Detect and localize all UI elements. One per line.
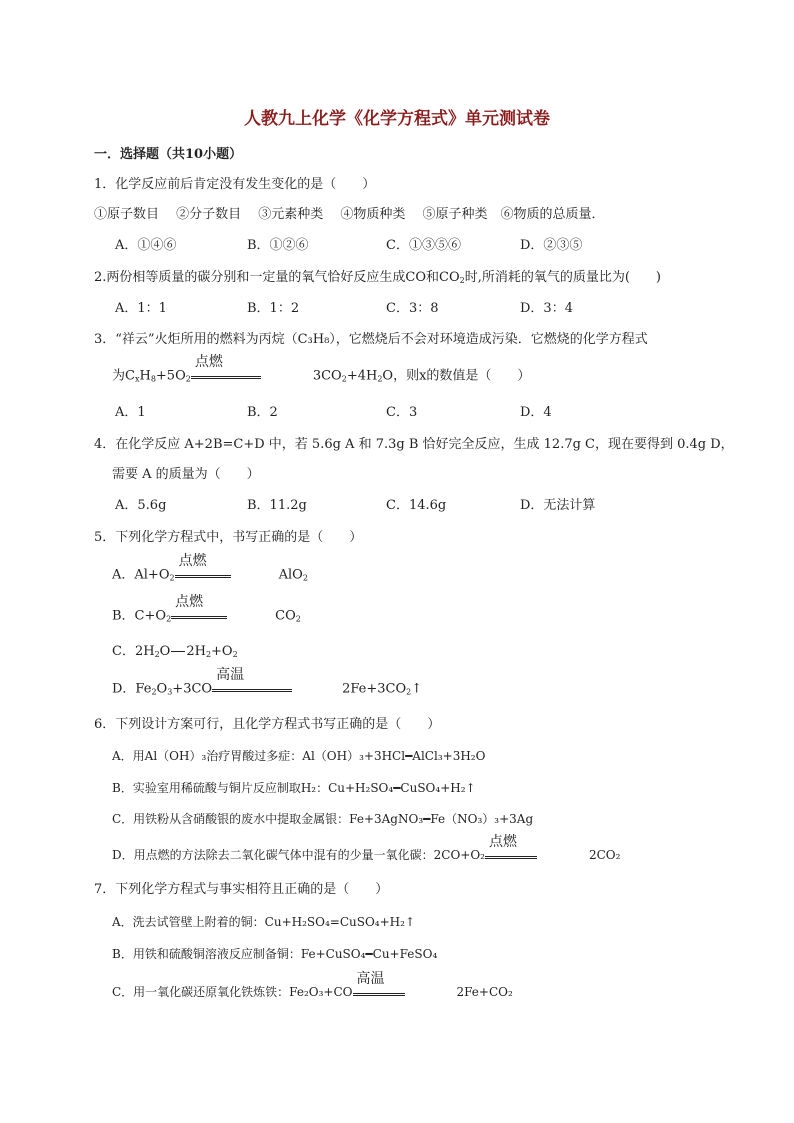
- q6-option-a: A．用Al（OH）₃治疗胃酸过多症：Al（OH）₃+3HCl━AlCl₃+3H₂O: [112, 749, 486, 763]
- q4-line2: 需要 A 的质量为（ ）: [112, 467, 260, 482]
- q1-stem: 1．化学反应前后肯定没有发生变化的是（ ）: [94, 177, 376, 192]
- q3-condition: 点燃: [191, 367, 261, 385]
- q6-option-d: D．用点燃的方法除去二氧化碳气体中混有的少量一氧化碳：2CO+O₂ 点燃 2CO₂: [112, 833, 621, 862]
- q6-option-b: B．实验室用稀硫酸与铜片反应制取H₂：Cu+H₂SO₄━CuSO₄+H₂↑: [112, 781, 476, 795]
- q7-stem: 7．下列化学方程式与事实相符且正确的是（ ）: [94, 882, 389, 897]
- q6-option-c: C．用铁粉从含硝酸银的废水中提取金属银：Fe+3AgNO₃━Fe（NO₃）₃+3Ag: [112, 812, 534, 826]
- q4-line1: 4．在化学反应 A+2B=C+D 中，若 5.6g A 和 7.3g B 恰好完全反应，生成 12.7g C，现在要得到 0.4g D，: [94, 437, 734, 452]
- q7-option-c: C．用一氧化碳还原氧化铁炼铁：Fe₂O₃+CO 高温 2Fe+CO₂: [112, 970, 513, 999]
- q3-option-b: B．2: [247, 405, 278, 420]
- q4-option-a: A．5.6g: [115, 498, 167, 513]
- q1-option-a: A．①④⑥: [115, 238, 177, 253]
- q2-option-b: B．1：2: [247, 301, 300, 316]
- q5-option-d: D．$Fe_2O_3+3CO$ 高温 $2Fe+3CO_2↑$: [112, 667, 423, 697]
- section-heading: 一．选择题（共10小题）: [94, 147, 243, 162]
- q5-stem: 5．下列化学方程式中，书写正确的是（ ）: [94, 530, 363, 545]
- q1-option-b: B．①②⑥: [247, 238, 309, 253]
- q3-option-a: A．1: [115, 405, 146, 420]
- q7-option-b: B．用铁和硫酸铜溶液反应制备铜：Fe+CuSO₄━Cu+FeSO₄: [112, 947, 438, 961]
- q2-option-a: A．1：1: [115, 301, 167, 316]
- q7-option-a: A．洗去试管壁上附着的铜：Cu+H₂SO₄=CuSO₄+H₂↑: [112, 915, 415, 929]
- q1-items: ①原子数目 ②分子数目 ③元素种类 ④物质种类 ⑤原子种类 ⑥物质的总质量．: [94, 207, 605, 222]
- q4-option-d: D．无法计算: [520, 498, 596, 513]
- q2-option-d: D．3：4: [520, 301, 573, 316]
- q4-option-b: B．11.2g: [247, 498, 307, 513]
- q4-option-c: C．14.6g: [386, 498, 447, 513]
- q6-stem: 6．下列设计方案可行，且化学方程式书写正确的是（ ）: [94, 717, 441, 732]
- q5-option-c: C．$2H_2O$ $2H_2+O_2$: [112, 644, 238, 659]
- q3-equation: 为$C_xH_8+5O_2$ 点燃 $3CO_2+4H_2O$，则x的数值是（ ）: [112, 354, 531, 384]
- q3-stem: 3．“祥云”火炬所用的燃料为丙烷（C₃H₈），它燃烧后不会对环境造成污染．它燃烧的化学方程式: [94, 332, 648, 347]
- q1-option-c: C．①③⑤⑥: [386, 238, 461, 253]
- q3-option-c: C．3: [386, 405, 418, 420]
- q1-option-d: D．②③⑤: [520, 238, 583, 253]
- q2-stem: 2.两份相等质量的碳分别和一定量的氧气恰好反应生成CO和$CO_2$时,所消耗的氧气的质量比为( ): [94, 270, 661, 285]
- q5-option-a: A．$Al+O_2$ 点燃 AlO$_2$: [112, 553, 308, 583]
- q2-option-c: C．3：8: [386, 301, 439, 316]
- page-title: 人教九上化学《化学方程式》单元测试卷: [244, 109, 550, 129]
- q5-option-b: B．$C+O_2$ 点燃 $CO_2$: [112, 594, 301, 624]
- q3-option-d: D．4: [520, 405, 552, 420]
